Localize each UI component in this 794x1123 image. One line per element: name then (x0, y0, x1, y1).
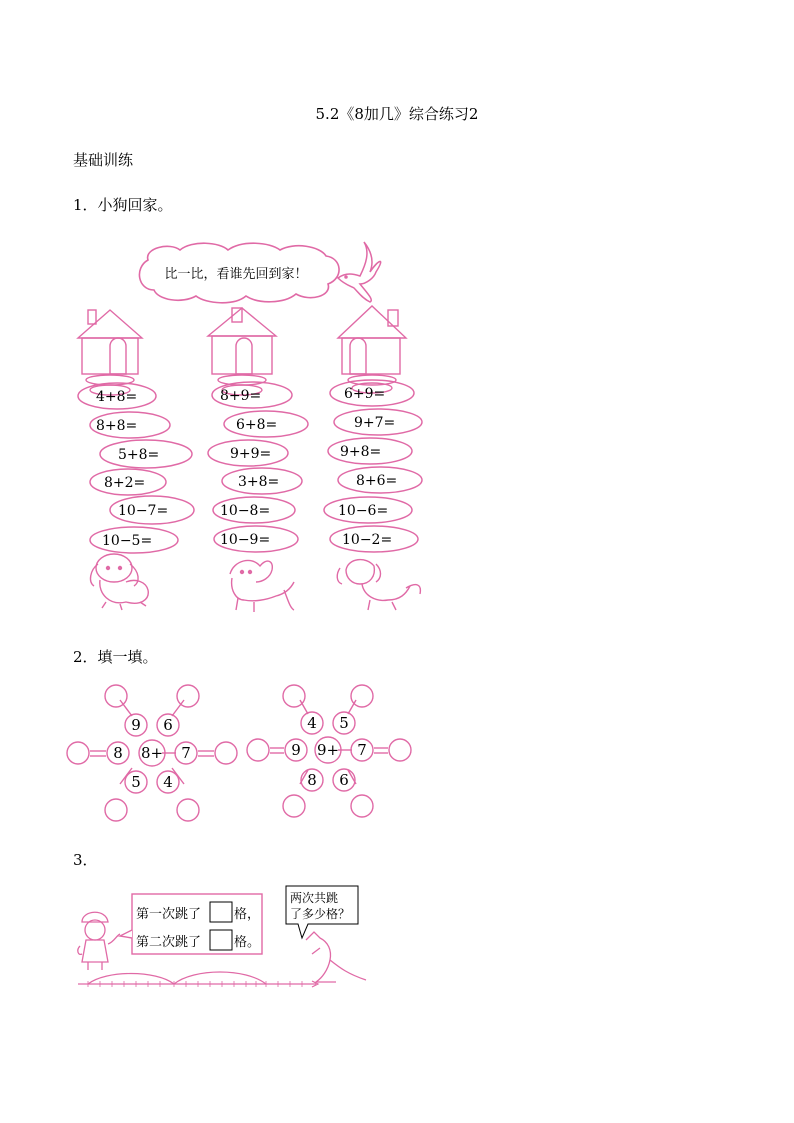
bird-icon (338, 242, 381, 302)
jump-line-2-suffix: 格。 (234, 935, 261, 950)
kangaroo-icon (306, 932, 366, 982)
equation: 8+9= (220, 388, 262, 404)
speech-cloud (139, 243, 339, 303)
answer-box-1[interactable] (210, 902, 232, 922)
jump-line-1-suffix: 格， (234, 907, 261, 922)
wheel-number: 9 (131, 716, 141, 734)
equation: 9+7= (354, 415, 396, 431)
equation: 10−6= (338, 503, 389, 519)
kangaroo-jump-figure (76, 884, 376, 992)
wheel-number: 4 (163, 773, 173, 791)
jump-line-2-prefix: 第二次跳了 (136, 935, 202, 950)
question-1-label: 1．小狗回家。 (73, 196, 173, 214)
wheel-center: 8+ (140, 744, 164, 762)
dog-icon-2 (230, 560, 294, 612)
wheel-number: 8 (307, 771, 317, 789)
question-tag-line-1: 两次共跳 (290, 891, 339, 905)
equation-column-3 (324, 380, 422, 552)
wheel-center: 9+ (316, 741, 340, 759)
wheel-number: 7 (357, 741, 367, 759)
equation: 5+8= (118, 447, 160, 463)
equation-column-1 (78, 383, 194, 553)
equation: 10−8= (220, 503, 271, 519)
equation: 8+2= (104, 475, 146, 491)
question-tag-line-2: 了多少格？ (290, 907, 351, 921)
equation: 8+8= (96, 418, 138, 434)
dog-home-figure (70, 238, 425, 618)
number-wheels-figure (60, 678, 420, 824)
wheel-number: 6 (339, 771, 349, 789)
speech-text: 比一比，看谁先回到家！ (164, 267, 308, 282)
equation: 10−2= (342, 532, 393, 548)
dog-icon-1 (91, 554, 149, 610)
wheel-number: 5 (131, 773, 141, 791)
house-icon-1 (78, 310, 142, 395)
equation: 10−5= (102, 533, 153, 549)
question-2-label: 2．填一填。 (73, 648, 158, 666)
wheel-number: 7 (181, 744, 191, 762)
equation: 10−9= (220, 532, 271, 548)
wheel-number: 9 (291, 741, 301, 759)
equation: 9+8= (340, 444, 382, 460)
page-title: 5.2《8加几》综合练习2 (315, 105, 479, 123)
wheel-number: 4 (307, 714, 317, 732)
equation: 3+8= (238, 474, 280, 490)
equation: 10−7= (118, 503, 169, 519)
equation: 6+9= (344, 386, 386, 402)
wheel-number: 5 (339, 714, 349, 732)
equation: 6+8= (236, 417, 278, 433)
equation: 9+9= (230, 446, 272, 462)
wheel-number: 6 (163, 716, 173, 734)
jump-line-1-prefix: 第一次跳了 (136, 907, 202, 922)
equation: 8+6= (356, 473, 398, 489)
question-3-label: 3． (73, 851, 98, 869)
equation-column-2 (208, 382, 308, 552)
girl-icon (78, 912, 120, 970)
section-heading: 基础训练 (73, 151, 134, 169)
answer-box-2[interactable] (210, 930, 232, 950)
wheel-number: 8 (113, 744, 123, 762)
equation: 4+8= (96, 389, 138, 405)
dog-icon-3 (337, 560, 420, 610)
